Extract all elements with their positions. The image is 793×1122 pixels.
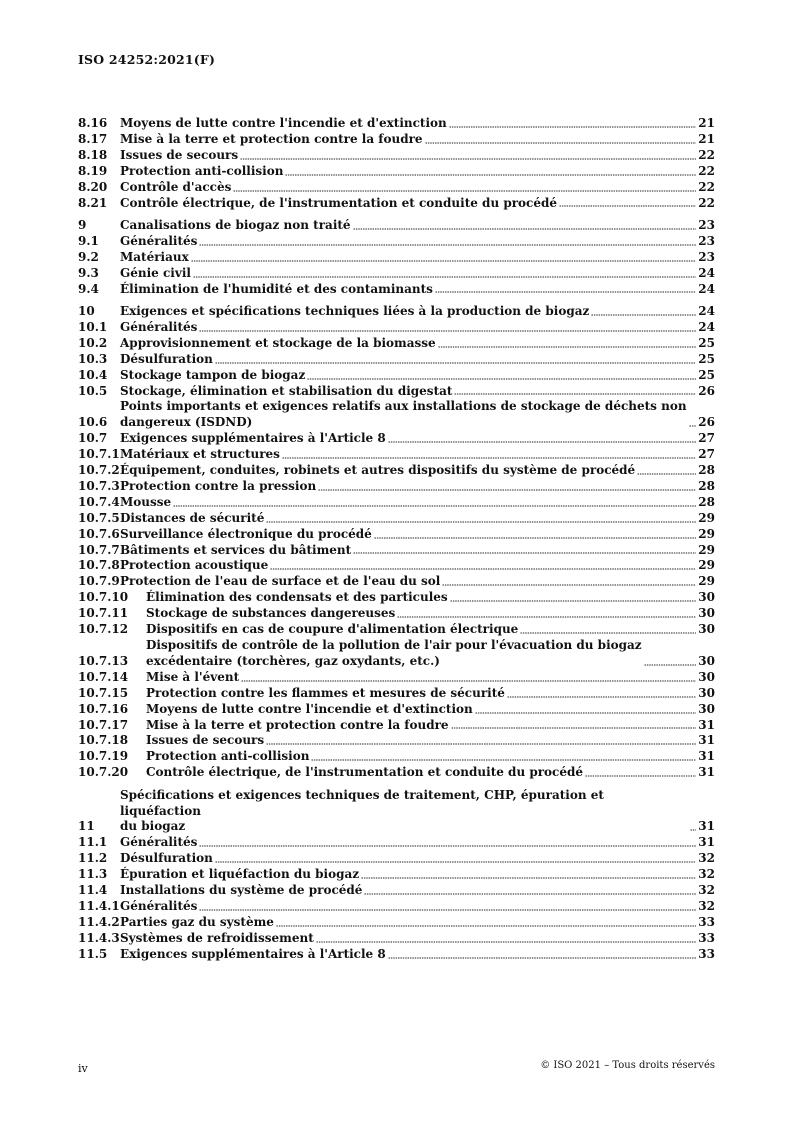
- toc-entry-title-text: Moyens de lutte contre l'incendie et d'extinction: [120, 116, 447, 130]
- dot-leader: [637, 473, 696, 475]
- toc-entry-title-text: Mise à la terre et protection contre la foudre: [146, 717, 449, 732]
- toc-entry[interactable]: [78, 431, 715, 447]
- toc-entry-number: 10.1: [78, 319, 108, 334]
- dot-leader: [199, 330, 696, 332]
- toc-section-group: [78, 218, 715, 298]
- toc-entry-title-text: Généralités: [120, 899, 198, 913]
- toc-entry-title-text: Élimination des condensats et des particules: [146, 590, 448, 605]
- toc-entry-number: 8.16: [78, 116, 108, 130]
- toc-entry-title: [146, 749, 698, 765]
- toc-entry[interactable]: [78, 835, 715, 851]
- toc-entry-title-continuation: du biogaz: [120, 819, 186, 834]
- dot-leader: [266, 521, 696, 523]
- toc-entry-number: 10.7.10: [78, 590, 129, 605]
- toc-entry-title-text: Protection de l'eau de surface et de l'eau du sol: [120, 574, 441, 589]
- toc-entry-number: 10.7.2: [78, 463, 120, 478]
- toc-entry-title-text: Matériaux: [120, 249, 189, 264]
- dot-leader: [388, 441, 697, 443]
- toc-entry[interactable]: [78, 148, 715, 164]
- toc-entry-page: 30: [698, 606, 715, 621]
- toc-entry-page: 23: [698, 217, 715, 232]
- toc-entry-number: 10.7.6: [78, 526, 120, 541]
- toc-entry-title-text: Équipement, conduites, robinets et autres dispositifs du système de procédé: [120, 463, 636, 478]
- toc-entry[interactable]: [78, 511, 715, 527]
- toc-entry-number: 10.7.16: [78, 701, 129, 716]
- toc-entry-title: [120, 851, 698, 867]
- toc-entry-title: [120, 527, 698, 543]
- toc-entry[interactable]: [78, 495, 715, 511]
- toc-entry-number: 10.7.17: [78, 717, 129, 732]
- toc-entry-title: [120, 463, 698, 479]
- dot-leader: [233, 190, 696, 192]
- toc-entry[interactable]: [78, 718, 715, 734]
- toc-entry-title: [120, 266, 698, 282]
- toc-entry-title-text: Protection contre les flammes et mesures de sécurité: [146, 685, 505, 700]
- toc-entry-number: 10.7.20: [78, 765, 129, 780]
- page-number: iv: [78, 1062, 88, 1075]
- toc-entry-title: [146, 670, 698, 686]
- toc-entry-title-text: Épuration et liquéfaction du biogaz: [120, 867, 360, 882]
- toc-entry-title: [120, 148, 698, 164]
- toc-entry-page: 33: [698, 930, 715, 945]
- toc-entry-number: 11.4.3: [78, 930, 120, 945]
- toc-entry[interactable]: [78, 399, 715, 431]
- toc-entry[interactable]: [78, 320, 715, 336]
- toc-entry-page: 29: [698, 542, 715, 557]
- toc-entry[interactable]: [78, 622, 715, 638]
- dot-leader: [520, 632, 696, 634]
- toc-entry-title-text: Distances de sécurité: [120, 510, 265, 525]
- toc-entry[interactable]: [78, 686, 715, 702]
- toc-entry-title: [146, 606, 698, 622]
- toc-entry-number: 11.1: [78, 835, 108, 850]
- toc-entry[interactable]: [78, 196, 715, 212]
- toc-entry-title-text: Mise à l'évent: [146, 669, 240, 684]
- toc-entry-number: 10.7: [78, 431, 108, 446]
- toc-entry-title-text: Protection anti-collision: [120, 163, 284, 178]
- toc-entry-number: 10.3: [78, 351, 108, 366]
- toc-entry-title: [120, 947, 698, 963]
- dot-leader: [282, 457, 696, 459]
- toc-entry-page: 22: [698, 179, 715, 194]
- toc-entry[interactable]: [78, 282, 715, 298]
- toc-entry-number: 10.2: [78, 335, 108, 350]
- toc-entry[interactable]: [78, 304, 715, 320]
- toc-entry-page: 31: [698, 733, 715, 748]
- toc-entry-page: 27: [698, 431, 715, 446]
- toc-entry-title: [120, 835, 698, 851]
- toc-entry[interactable]: [78, 543, 715, 559]
- toc-entry-title: [120, 931, 698, 947]
- toc-entry-page: 29: [698, 510, 715, 525]
- toc-entry-page: 32: [698, 883, 715, 898]
- toc-entry-page: 32: [698, 851, 715, 866]
- toc-entry-title-text: Génie civil: [120, 265, 191, 280]
- toc-entry-title: [120, 899, 698, 915]
- toc-entry[interactable]: [78, 164, 715, 180]
- toc-entry-page: 30: [698, 701, 715, 716]
- toc-entry-number: 9.3: [78, 265, 99, 280]
- toc-entry-title-text: Approvisionnement et stockage de la biomasse: [120, 335, 436, 350]
- toc-entry-page: 30: [698, 653, 715, 668]
- toc-entry-number: 10.7.7: [78, 542, 120, 557]
- dot-leader: [240, 158, 696, 160]
- dot-leader: [591, 314, 696, 316]
- toc-entry-number: 10.7.5: [78, 510, 120, 525]
- toc-entry-title: [146, 686, 698, 702]
- toc-entry-number: 10.7.15: [78, 685, 129, 700]
- toc-entry-page: 31: [698, 749, 715, 764]
- toc-entry[interactable]: [78, 899, 715, 915]
- toc-entry-page: 26: [698, 383, 715, 398]
- dot-leader: [266, 743, 696, 745]
- toc-entry-page: 27: [698, 447, 715, 462]
- toc-entry[interactable]: [78, 670, 715, 686]
- toc-entry-title-text: Désulfuration: [120, 351, 213, 366]
- toc-entry-title: [120, 543, 698, 559]
- toc-entry[interactable]: [78, 218, 715, 234]
- toc-entry-page: 29: [698, 526, 715, 541]
- toc-entry-number: 10.7.13: [78, 653, 129, 668]
- toc-entry-number: 10.5: [78, 383, 108, 398]
- dot-leader: [215, 861, 696, 863]
- toc-entry[interactable]: [78, 479, 715, 495]
- toc-entry-number: 9: [78, 217, 87, 232]
- toc-entry-number: 10.7.3: [78, 478, 120, 493]
- dot-leader: [364, 893, 696, 895]
- toc-entry[interactable]: [78, 116, 715, 132]
- toc-entry-title: [120, 132, 698, 148]
- toc-entry-number: 9.2: [78, 249, 99, 264]
- toc-entry[interactable]: [78, 574, 715, 590]
- toc-entry-title-continuation: dangereux (ISDND): [120, 415, 253, 430]
- toc-entry-number: 10.7.8: [78, 558, 120, 573]
- toc-entry-number: 10.7.11: [78, 606, 129, 621]
- toc-entry[interactable]: [78, 384, 715, 400]
- toc-entry-number: 8.19: [78, 163, 108, 178]
- toc-entry-title: [120, 883, 698, 899]
- toc-entry[interactable]: [78, 733, 715, 749]
- toc-entry-number: 9.4: [78, 281, 99, 296]
- toc-entry-title: [146, 718, 698, 734]
- toc-entry-number: 8.20: [78, 179, 108, 194]
- dot-leader: [311, 759, 696, 761]
- toc-entry-page: 32: [698, 899, 715, 913]
- toc-entry-title: [120, 788, 698, 836]
- toc-entry-page: 25: [698, 335, 715, 350]
- toc-entry[interactable]: [78, 883, 715, 899]
- toc-entry-page: 31: [698, 765, 715, 780]
- toc-entry-title-text: Systèmes de refroidissement: [120, 930, 314, 945]
- dot-leader: [318, 489, 696, 491]
- toc-entry-page: 28: [698, 463, 715, 478]
- toc-entry-title: [120, 336, 698, 352]
- toc-entry-title-text: Dispositifs en cas de coupure d'alimentation électrique: [146, 622, 519, 637]
- toc-entry-title-text: Contrôle d'accès: [120, 179, 232, 194]
- toc-entry-title: [120, 399, 698, 431]
- dot-leader: [388, 957, 697, 959]
- toc-section-group: [78, 304, 715, 781]
- toc-entry-number: 10.4: [78, 367, 108, 382]
- toc-entry[interactable]: [78, 749, 715, 765]
- toc-entry-title: [120, 558, 698, 574]
- dot-leader: [559, 205, 696, 207]
- toc-entry-number: 11.5: [78, 946, 108, 961]
- toc-entry-title-continuation: excédentaire (torchères, gaz oxydants, etc.): [146, 653, 440, 668]
- dot-leader: [449, 126, 697, 128]
- document-id: ISO 24252:2021(F): [78, 52, 216, 67]
- toc-entry-page: 22: [698, 147, 715, 162]
- toc-entry[interactable]: [78, 368, 715, 384]
- toc-entry-number: 10.7.14: [78, 669, 129, 684]
- toc-entry-title-text: Stockage tampon de biogaz: [120, 367, 306, 382]
- toc-entry[interactable]: [78, 180, 715, 196]
- toc-entry-title: [120, 867, 698, 883]
- dot-leader: [690, 829, 696, 831]
- toc-entry-page: 28: [698, 494, 715, 509]
- toc-entry-title: [120, 384, 698, 400]
- toc-entry-title: [120, 320, 698, 336]
- toc-entry[interactable]: [78, 527, 715, 543]
- toc-entry[interactable]: [78, 606, 715, 622]
- toc-entry-title: [120, 180, 698, 196]
- dot-leader: [276, 925, 696, 927]
- toc-entry-page: 30: [698, 669, 715, 684]
- toc-section-group: [78, 116, 715, 211]
- toc-entry-title: [146, 765, 698, 781]
- toc-entry-title-text: Stockage de substances dangereuses: [146, 606, 396, 621]
- dot-leader: [191, 260, 697, 262]
- toc-entry-title: [120, 304, 698, 320]
- toc-entry-number: 11.4.1: [78, 899, 120, 913]
- toc-entry[interactable]: [78, 765, 715, 781]
- toc-entry-page: 21: [698, 131, 715, 146]
- dot-leader: [374, 537, 696, 539]
- dot-leader: [307, 378, 696, 380]
- toc-entry-title: [146, 702, 698, 718]
- toc-entry-title: [146, 590, 698, 606]
- toc-entry-page: 32: [698, 867, 715, 882]
- toc-entry-page: 33: [698, 914, 715, 929]
- dot-leader: [173, 505, 696, 507]
- toc-entry[interactable]: [78, 590, 715, 606]
- toc-entry-title: [146, 638, 698, 670]
- toc-entry-number: 11.3: [78, 867, 108, 882]
- toc-entry[interactable]: [78, 638, 715, 670]
- toc-entry-page: 30: [698, 622, 715, 637]
- toc-entry-title-text: Surveillance électronique du procédé: [120, 526, 372, 541]
- toc-entry-title-text: Protection anti-collision: [146, 749, 310, 764]
- toc-entry[interactable]: [78, 851, 715, 867]
- toc-entry-page: 29: [698, 558, 715, 573]
- dot-leader: [425, 142, 697, 144]
- toc-entry-title-text: Exigences et spécifications techniques liées à la production de biogaz: [120, 303, 590, 318]
- toc-entry-title: [120, 234, 698, 250]
- dot-leader: [435, 291, 696, 293]
- toc-entry-title-text: Contrôle électrique, de l'instrumentation et conduite du procédé: [120, 195, 558, 210]
- toc-entry-page: 29: [698, 574, 715, 589]
- toc-entry-page: 26: [698, 415, 715, 430]
- dot-leader: [199, 244, 696, 246]
- toc-entry-title: [120, 352, 698, 368]
- toc-entry-title: [146, 622, 698, 638]
- toc-entry-page: 24: [698, 303, 715, 318]
- toc-entry-title: [120, 479, 698, 495]
- dot-leader: [450, 600, 697, 602]
- dot-leader: [241, 680, 696, 682]
- toc-entry-title-text: Exigences supplémentaires à l'Article 8: [120, 431, 386, 446]
- toc-entry[interactable]: [78, 266, 715, 282]
- toc-entry-number: 11.4: [78, 883, 108, 898]
- toc-entry-title: [120, 116, 698, 132]
- toc-entry[interactable]: [78, 447, 715, 463]
- toc-entry-title-text: Spécifications et exigences techniques de traitement, CHP, épuration et liquéfaction: [120, 787, 604, 818]
- toc-entry-number: 10.7.18: [78, 733, 129, 748]
- toc-entry-number: 11.2: [78, 851, 108, 866]
- toc-entry-title-text: Matériaux et structures: [120, 447, 280, 462]
- dot-leader: [199, 909, 696, 911]
- toc-entry-number: 10.7.9: [78, 574, 120, 589]
- dot-leader: [361, 877, 696, 879]
- toc-entry-number: 8.18: [78, 147, 108, 162]
- dot-leader: [316, 941, 697, 943]
- toc-entry[interactable]: [78, 463, 715, 479]
- toc-entry-title-text: Dispositifs de contrôle de la pollution de l'air pour l'évacuation du biogaz: [146, 638, 642, 652]
- dot-leader: [397, 616, 696, 618]
- dot-leader: [507, 696, 696, 698]
- dot-leader: [438, 346, 697, 348]
- toc-entry-number: 10.6: [78, 415, 108, 430]
- toc-entry-title: [120, 218, 698, 234]
- toc-entry-title-text: Exigences supplémentaires à l'Article 8: [120, 946, 386, 961]
- toc-entry[interactable]: [78, 558, 715, 574]
- toc-entry-title-text: Élimination de l'humidité et des contaminants: [120, 281, 433, 296]
- toc-entry-page: 24: [698, 319, 715, 334]
- toc-entry-title: [120, 447, 698, 463]
- toc-entry-title: [120, 196, 698, 212]
- toc-entry-title: [120, 164, 698, 180]
- toc-entry-title-text: Généralités: [120, 835, 198, 850]
- dot-leader: [454, 393, 696, 395]
- toc-entry-number: 10.7.4: [78, 494, 120, 509]
- dot-leader: [451, 727, 697, 729]
- dot-leader: [353, 552, 696, 554]
- toc-entry-number: 10.7.1: [78, 447, 120, 462]
- toc-entry[interactable]: [78, 947, 715, 963]
- toc-entry-title: [120, 495, 698, 511]
- toc-entry-page: 24: [698, 265, 715, 280]
- toc-entry-title-text: Mousse: [120, 494, 172, 509]
- dot-leader: [199, 845, 696, 847]
- toc-entry[interactable]: [78, 788, 715, 836]
- copyright-notice: © ISO 2021 – Tous droits réservés: [540, 1060, 715, 1071]
- toc-entry-title-text: Généralités: [120, 319, 198, 334]
- toc-entry-title-text: Protection acoustique: [120, 558, 269, 573]
- toc-entry-number: 10.7.19: [78, 749, 129, 764]
- toc-entry-title-text: Issues de secours: [120, 147, 239, 162]
- toc-entry-title: [146, 733, 698, 749]
- toc-section-group: [78, 788, 715, 963]
- dot-leader: [270, 568, 696, 570]
- toc-entry-number: 11: [78, 819, 95, 834]
- toc-entry-number: 10.7.12: [78, 622, 129, 637]
- dot-leader: [585, 775, 696, 777]
- toc-entry-page: 21: [698, 116, 715, 130]
- toc-entry-title: [120, 368, 698, 384]
- toc-entry-title-text: Moyens de lutte contre l'incendie et d'extinction: [146, 701, 473, 716]
- toc-entry-title-text: Stockage, élimination et stabilisation du digestat: [120, 383, 453, 398]
- dot-leader: [215, 362, 696, 364]
- toc-entry-page: 31: [698, 835, 715, 850]
- toc-entry-title-text: Parties gaz du système: [120, 914, 274, 929]
- dot-leader: [285, 174, 696, 176]
- toc-entry-title: [120, 282, 698, 298]
- toc-entry-title-text: Contrôle électrique, de l'instrumentation et conduite du procédé: [146, 765, 584, 780]
- toc-entry[interactable]: [78, 250, 715, 266]
- dot-leader: [689, 425, 697, 427]
- toc-entry-page: 24: [698, 281, 715, 296]
- toc-entry-page: 23: [698, 249, 715, 264]
- toc-entry-page: 22: [698, 163, 715, 178]
- toc-entry[interactable]: [78, 915, 715, 931]
- toc-entry-title-text: Désulfuration: [120, 851, 213, 866]
- toc-entry-title: [120, 915, 698, 931]
- toc-entry[interactable]: [78, 132, 715, 148]
- toc-entry-page: 22: [698, 195, 715, 210]
- dot-leader: [475, 712, 697, 714]
- toc-entry-title-text: Canalisations de biogaz non traité: [120, 217, 351, 232]
- toc-entry-title-text: Points importants et exigences relatifs aux installations de stockage de déchets non: [120, 399, 687, 414]
- toc-entry[interactable]: [78, 702, 715, 718]
- toc-entry-page: 23: [698, 233, 715, 248]
- toc-entry-title-text: Protection contre la pression: [120, 478, 317, 493]
- toc-entry-title-text: Installations du système de procédé: [120, 883, 363, 898]
- toc-entry-page: 33: [698, 946, 715, 961]
- toc-entry-number: 9.1: [78, 233, 99, 248]
- toc-entry-title-text: Bâtiments et services du bâtiment: [120, 542, 352, 557]
- dot-leader: [644, 664, 697, 666]
- dot-leader: [442, 584, 696, 586]
- toc-entry-title: [120, 511, 698, 527]
- toc-entry-page: 30: [698, 590, 715, 605]
- toc-entry-page: 30: [698, 685, 715, 700]
- toc-entry-page: 25: [698, 367, 715, 382]
- toc-entry-title-text: Mise à la terre et protection contre la foudre: [120, 131, 423, 146]
- toc-entry-page: 25: [698, 351, 715, 366]
- toc-entry[interactable]: [78, 867, 715, 883]
- toc-entry-number: 11.4.2: [78, 914, 120, 929]
- table-of-contents: [78, 116, 715, 969]
- toc-entry-title-text: Généralités: [120, 233, 198, 248]
- toc-entry-title: [120, 250, 698, 266]
- toc-entry[interactable]: [78, 931, 715, 947]
- toc-entry-number: 8.21: [78, 195, 108, 210]
- toc-entry-number: 8.17: [78, 131, 108, 146]
- toc-entry[interactable]: [78, 352, 715, 368]
- toc-entry-page: 31: [698, 717, 715, 732]
- toc-entry-page: 31: [698, 819, 715, 834]
- dot-leader: [353, 228, 697, 230]
- toc-entry[interactable]: [78, 336, 715, 352]
- dot-leader: [193, 276, 696, 278]
- toc-entry-title-text: Issues de secours: [146, 733, 265, 748]
- toc-entry[interactable]: [78, 234, 715, 250]
- toc-entry-title: [120, 574, 698, 590]
- toc-entry-page: 28: [698, 478, 715, 493]
- toc-entry-number: 10: [78, 303, 95, 318]
- toc-entry-title: [120, 431, 698, 447]
